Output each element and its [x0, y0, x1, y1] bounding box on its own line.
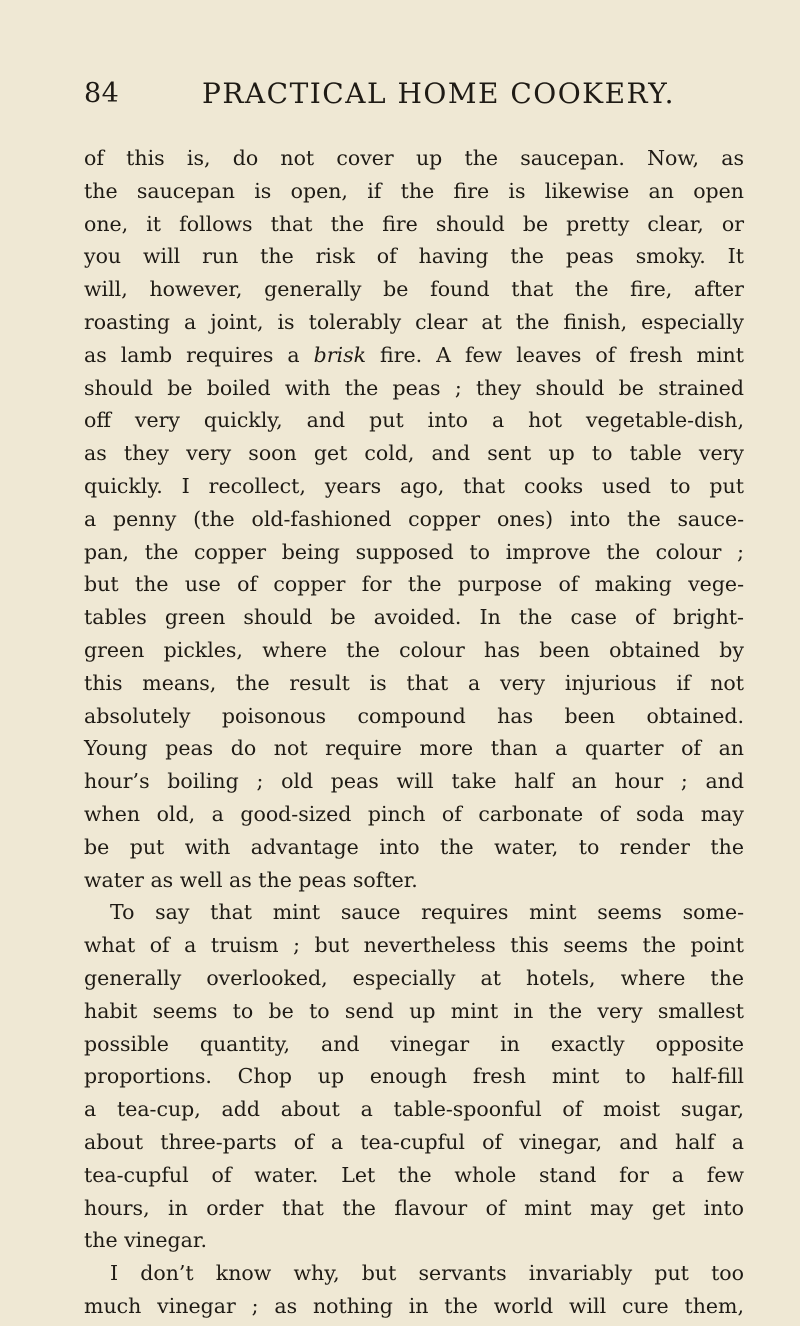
- paragraph-start-line: To say that mint sauce requires mint seems some-: [110, 900, 744, 925]
- text-line: quickly. I recollect, years ago, that cooks used to put: [84, 473, 744, 498]
- text-segment: fire. A few leaves of fresh mint: [380, 342, 744, 367]
- text-line: will, however, generally be found that the fire, after: [84, 277, 744, 302]
- paragraph-end-line: water as well as the peas softer.: [84, 867, 418, 892]
- text-line: hours, in order that the flavour of mint may get into: [84, 1195, 744, 1220]
- text-line: absolutely poisonous compound has been obtained.: [84, 703, 744, 728]
- text-line: the saucepan is open, if the fire is likewise an open: [84, 178, 744, 203]
- text-line: [84, 339, 744, 372]
- text-line: what of a truism ; but nevertheless this seems the point: [84, 933, 744, 958]
- text-line: when old, a good-sized pinch of carbonate of soda may: [84, 801, 744, 826]
- body-text: [84, 142, 744, 1323]
- text-line: proportions. Chop up enough fresh mint to half-fill: [84, 1064, 744, 1089]
- text-line: about three-parts of a tea-cupful of vinegar, and half a: [84, 1129, 744, 1154]
- text-line: tables green should be avoided. In the case of bright-: [84, 605, 744, 630]
- text-line: but the use of copper for the purpose of making vege-: [84, 572, 744, 597]
- text-line: pan, the copper being supposed to improve the colour ;: [84, 539, 744, 564]
- text-line: Young peas do not require more than a quarter of an: [84, 736, 744, 761]
- text-line: much vinegar ; as nothing in the world will cure them,: [84, 1293, 744, 1318]
- text-line: be put with advantage into the water, to render the: [84, 834, 744, 859]
- text-line: of this is, do not cover up the saucepan. Now, as: [84, 146, 744, 170]
- text-line: possible quantity, and vinegar in exactly opposite: [84, 1031, 744, 1056]
- paragraph-start-line: I don’t know why, but servants invariably put too: [110, 1261, 744, 1286]
- text-line: roasting a joint, is tolerably clear at the finish, especially: [84, 309, 744, 334]
- text-line: should be boiled with the peas ; they should be strained: [84, 375, 744, 400]
- text-line: hour’s boiling ; old peas will take half an hour ; and: [84, 769, 744, 794]
- text-line: one, it follows that the fire should be pretty clear, or: [84, 211, 744, 236]
- text-line: green pickles, where the colour has been obtained by: [84, 637, 744, 662]
- text-line: you will run the risk of having the peas smoky. It: [84, 244, 744, 269]
- text-line: a tea-cup, add about a table-spoonful of moist sugar,: [84, 1097, 744, 1122]
- text-line: off very quickly, and put into a hot vegetable-dish,: [84, 408, 744, 433]
- text-line: a penny (the old-fashioned copper ones) into the sauce-: [84, 506, 744, 531]
- paragraph-end-line: the vinegar.: [84, 1228, 207, 1253]
- text-segment: as lamb requires a: [84, 342, 300, 367]
- text-line: as they very soon get cold, and sent up to table very: [84, 441, 744, 466]
- text-line: tea-cupful of water. Let the whole stand for a few: [84, 1162, 744, 1187]
- text-line: this means, the result is that a very injurious if not: [84, 670, 744, 695]
- running-head: PRACTICAL HOME COOKERY.: [202, 77, 676, 110]
- text-line: habit seems to be to send up mint in the very smallest: [84, 998, 744, 1023]
- page-number: 84: [84, 78, 120, 109]
- text-line: generally overlooked, especially at hotels, where the: [84, 965, 744, 990]
- page-header: [84, 72, 738, 116]
- emphasized-word: brisk: [313, 342, 367, 367]
